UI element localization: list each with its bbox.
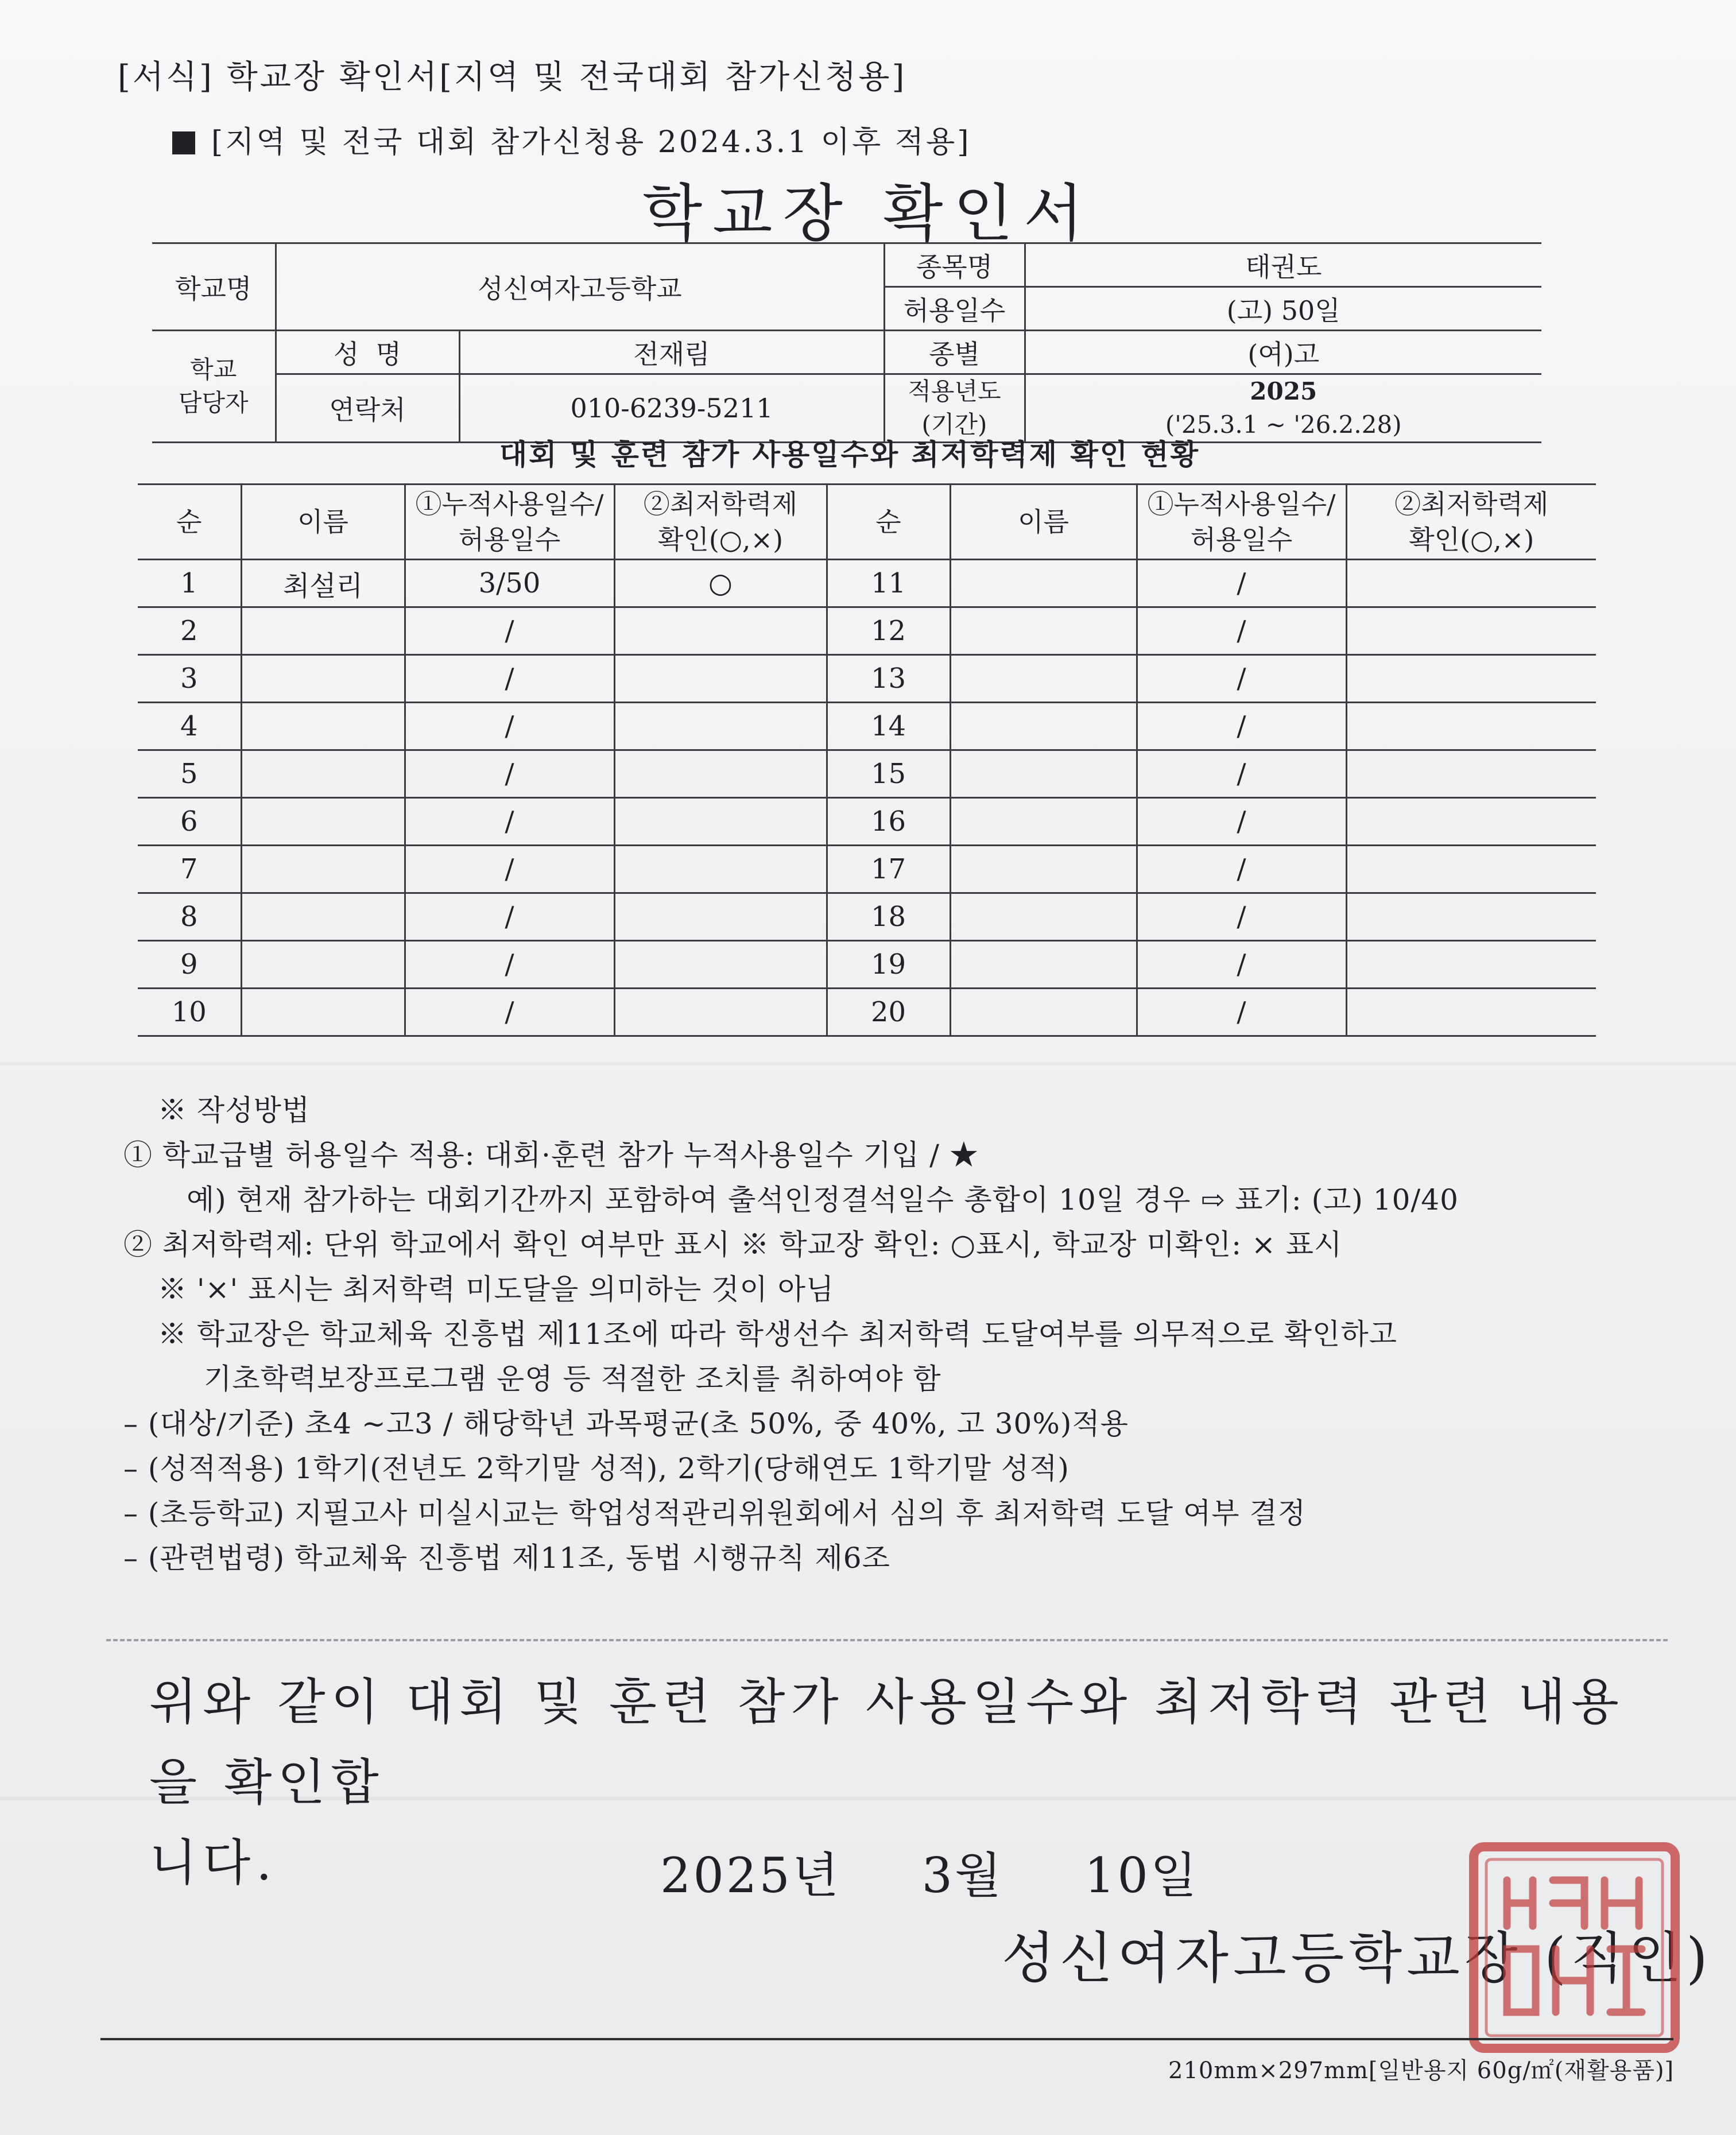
cell-seq: 2 [138,607,241,655]
guide-item-1: ① 학교급별 허용일수 적용: 대회·훈련 참가 누적사용일수 기입 / ★ [123,1138,979,1172]
guide-note-1: ※ '×' 표시는 최저학력 미도달을 의미하는 것이 아님 [158,1273,835,1306]
cell-check [1346,703,1596,750]
paper-fold [0,1062,1736,1065]
header-check: ②최저학력제 확인(○,×) [614,485,827,560]
cell-days: 3/50 [405,560,614,607]
cell-seq: 6 [138,798,241,846]
cell-check [614,607,827,655]
document-title: 학교장 확인서 [642,178,1094,250]
cell-seq: 4 [138,703,241,750]
cell-name [241,750,405,798]
guide-title: ※ 작성방법 [158,1094,311,1127]
cell-name [241,989,405,1036]
black-square-icon [172,131,195,154]
manager-label: 학교 담당자 [152,331,276,443]
cell-days: / [1137,560,1346,607]
header-seq: 순 [138,485,241,560]
year-label: 적용년도 (기간) [884,374,1025,443]
cell-check [614,798,827,846]
writing-guide [123,1088,1673,1580]
status-row [138,989,1596,1036]
cell-seq: 7 [138,846,241,893]
cell-name [950,989,1137,1036]
cell-seq: 11 [827,560,950,607]
rule-note-text: [지역 및 전국 대회 참가신청용 2024.3.1 이후 적용] [211,125,971,160]
cell-check [1346,846,1596,893]
category-label: 종별 [884,331,1025,374]
cell-seq: 17 [827,846,950,893]
cell-days: / [1137,750,1346,798]
cell-check [614,655,827,703]
cell-days: / [1137,941,1346,989]
issue-date [660,1837,1262,1907]
status-row [138,893,1596,941]
cell-seq: 1 [138,560,241,607]
status-row [138,941,1596,989]
name-label: 성 명 [276,331,459,374]
header-check: ②최저학력제 확인(○,×) [1346,485,1596,560]
cell-days: / [405,846,614,893]
cell-check: ○ [614,560,827,607]
cell-name [241,607,405,655]
status-table [138,483,1596,1037]
cell-name [241,655,405,703]
cell-check [614,750,827,798]
guide-item-2: ② 최저학력제: 단위 학교에서 확인 여부만 표시 ※ 학교장 확인: ○표시, 학교장 미확인: × 표시 [123,1228,1343,1261]
header-days: ①누적사용일수/ 허용일수 [1137,485,1346,560]
status-row [138,560,1596,607]
cell-days: / [405,989,614,1036]
form-label: [서식] 학교장 확인서[지역 및 전국대회 참가신청용] [118,59,907,96]
cell-days: / [1137,893,1346,941]
cell-check [614,989,827,1036]
guide-bullet-2: – (성적적용) 1학기(전년도 2학기말 성적), 2학기(당해연도 1학기말 성적) [123,1452,1070,1485]
cell-name [241,846,405,893]
cell-name [950,941,1137,989]
cell-seq: 5 [138,750,241,798]
confirmation-line-2: 니다. [149,1834,278,1892]
status-row [138,750,1596,798]
cell-name [950,893,1137,941]
cell-check [1346,893,1596,941]
allowed-days-label: 허용일수 [884,287,1025,331]
cell-seq: 19 [827,941,950,989]
status-header-row [138,485,1596,560]
header-seq: 순 [827,485,950,560]
cell-name [241,703,405,750]
cell-seq: 13 [827,655,950,703]
section-divider [106,1639,1668,1641]
sport-value: 태권도 [1025,243,1541,287]
header-days: ①누적사용일수/ 허용일수 [405,485,614,560]
cell-seq: 9 [138,941,241,989]
status-section-title: 대회 및 훈련 참가 사용일수와 최저학력제 확인 현황 [499,437,1200,471]
cell-days: / [1137,607,1346,655]
cell-days: / [405,798,614,846]
confirmation-line-1: 위와 같이 대회 및 훈련 참가 사용일수와 최저학력 관련 내용을 확인합 [149,1673,1625,1811]
cell-check [1346,798,1596,846]
bottom-rule [100,2038,1673,2040]
category-value: (여)고 [1025,331,1541,374]
cell-days: / [405,655,614,703]
cell-seq: 14 [827,703,950,750]
guide-bullet-1: – (대상/기준) 초4 ~고3 / 해당학년 과목평균(초 50%, 중 40%, 고 30%)적용 [123,1407,1129,1440]
date-day: 10일 [1084,1847,1199,1904]
cell-seq: 8 [138,893,241,941]
cell-check [1346,750,1596,798]
cell-name: 최설리 [241,560,405,607]
cell-name [241,798,405,846]
info-table [152,242,1541,443]
allowed-days-value: (고) 50일 [1025,287,1541,331]
cell-check [1346,655,1596,703]
cell-check [1346,989,1596,1036]
cell-days: / [1137,989,1346,1036]
cell-seq: 16 [827,798,950,846]
cell-days: / [405,703,614,750]
cell-days: / [405,750,614,798]
header-name: 이름 [950,485,1137,560]
cell-check [614,846,827,893]
header-name: 이름 [241,485,405,560]
cell-days: / [405,607,614,655]
cell-check [1346,560,1596,607]
cell-days: / [1137,703,1346,750]
cell-seq: 20 [827,989,950,1036]
guide-note-2-continued: 기초학력보장프로그램 운영 등 적절한 조치를 취하여야 함 [204,1362,941,1396]
cell-name [241,893,405,941]
cell-name [241,941,405,989]
paper-spec: 210mm×297mm[일반용지 60g/㎡(재활용품)] [1168,2057,1675,2084]
cell-name [950,607,1137,655]
status-row [138,607,1596,655]
cell-name [950,703,1137,750]
date-month: 3월 [921,1847,1004,1904]
cell-check [1346,941,1596,989]
cell-seq: 3 [138,655,241,703]
cell-days: / [405,893,614,941]
year-value: 2025 [1250,377,1318,405]
status-row [138,655,1596,703]
status-row [138,703,1596,750]
name-value: 전재림 [459,331,884,374]
principal-signature-line: 성신여자고등학교장 (직인) [1002,1926,1712,1990]
cell-name [950,750,1137,798]
school-value: 성신여자고등학교 [276,243,884,331]
guide-bullet-4: – (관련법령) 학교체육 진흥법 제11조, 동법 시행규칙 제6조 [123,1541,890,1575]
cell-seq: 18 [827,893,950,941]
sport-label: 종목명 [884,243,1025,287]
period-value: ('25.3.1 ~ '26.2.28) [1165,410,1402,439]
guide-item-1-example: 예) 현재 참가하는 대회기간까지 포함하여 출석인정결석일수 총합이 10일 경우 ⇨ 표기: (고) 10/40 [187,1183,1459,1216]
guide-bullet-3: – (초등학교) 지필고사 미실시교는 학업성적관리위원회에서 심의 후 최저학력 도달 여부 결정 [123,1497,1307,1530]
cell-check [614,703,827,750]
date-year: 2025년 [660,1847,841,1904]
cell-days: / [1137,798,1346,846]
cell-days: / [1137,655,1346,703]
status-row [138,798,1596,846]
cell-check [614,941,827,989]
cell-days: / [405,941,614,989]
contact-label: 연락처 [276,374,459,443]
rule-note [172,118,971,161]
cell-name [950,560,1137,607]
cell-seq: 12 [827,607,950,655]
guide-note-2: ※ 학교장은 학교체육 진흥법 제11조에 따라 학생선수 최저학력 도달여부를 의무적으로 확인하고 [158,1318,1397,1351]
status-row [138,846,1596,893]
cell-name [950,846,1137,893]
school-label: 학교명 [152,243,276,331]
cell-check [614,893,827,941]
cell-name [950,655,1137,703]
cell-seq: 15 [827,750,950,798]
cell-seq: 10 [138,989,241,1036]
cell-name [950,798,1137,846]
cell-check [1346,607,1596,655]
cell-days: / [1137,846,1346,893]
contact-value: 010-6239-5211 [459,374,884,443]
